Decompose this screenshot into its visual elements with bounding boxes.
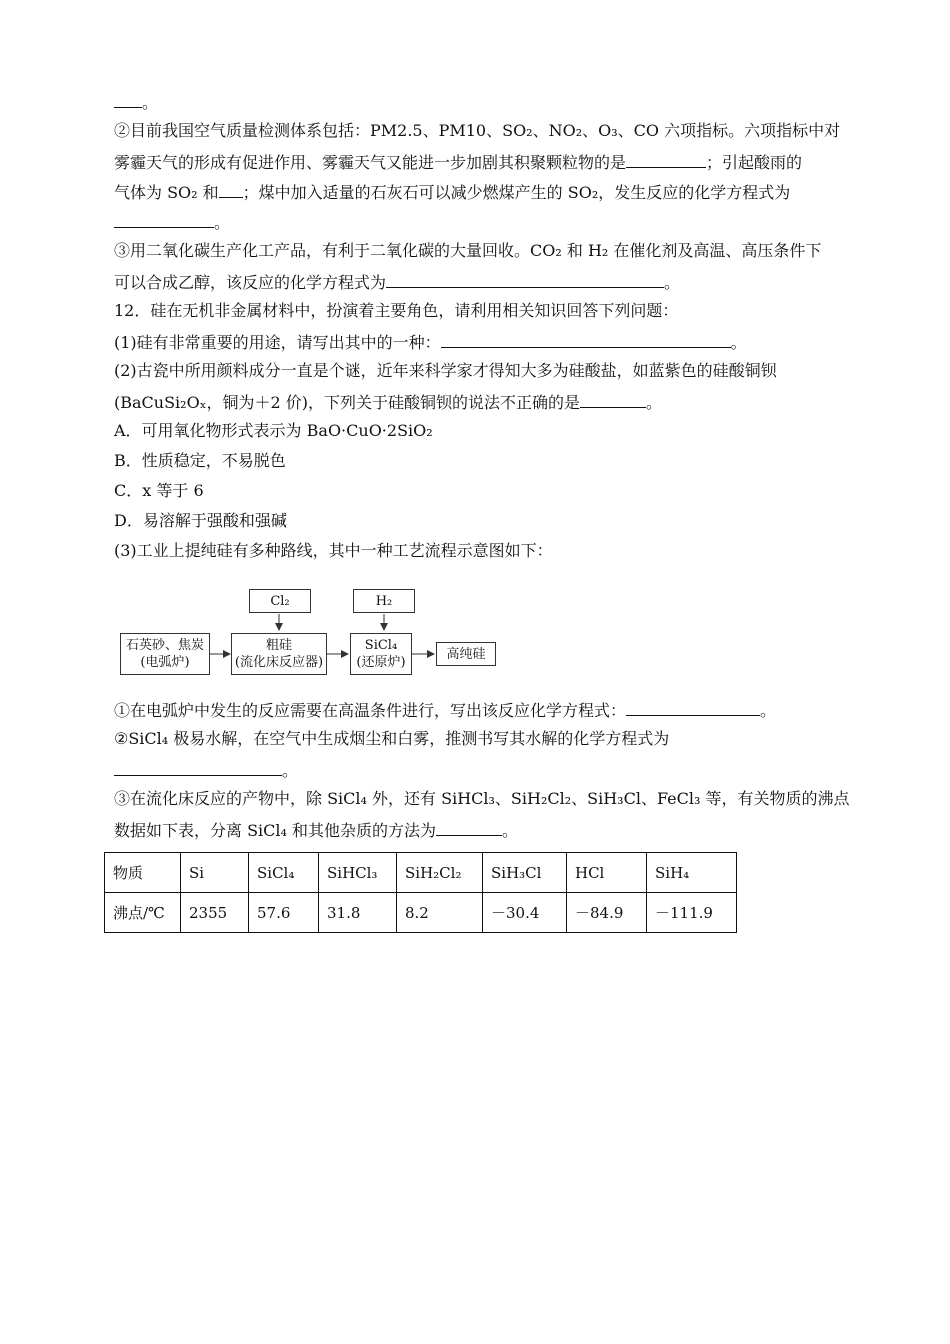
flow-box-pure-silicon: 高纯硅 [436,642,496,666]
table-cell: 沸点/℃ [105,893,181,933]
table-cell: SiHCl₃ [319,853,397,893]
option-c: C．x 等于 6 [114,481,204,500]
table-cell: 2355 [181,893,249,933]
table-cell: SiH₃Cl [483,853,567,893]
table-cell: 31.8 [319,893,397,933]
boiling-point-table [104,852,737,933]
answer-blank[interactable] [114,758,282,776]
question-12: 12．硅在无机非金属材料中，扮演着主要角色，请利用相关知识回答下列问题： [114,301,679,320]
option-b: B．性质稳定，不易脱色 [114,451,286,470]
answer-blank[interactable] [386,270,664,288]
table-cell: SiCl₄ [249,853,319,893]
answer-blank[interactable] [626,698,760,716]
table-cell: 8.2 [397,893,483,933]
answer-blank[interactable] [626,150,706,168]
table-cell: 57.6 [249,893,319,933]
answer-blank[interactable] [580,390,646,408]
answer-blank[interactable] [436,818,502,836]
sub-question-3-line2: 数据如下表，分离 SiCl₄ 和其他杂质的方法为 。 [114,818,518,842]
flow-box-crude-silicon: 粗硅 (流化床反应器) [231,633,327,675]
table-row [105,893,737,933]
answer-blank[interactable] [219,180,243,198]
option-a: A．可用氧化物形式表示为 BaO·CuO·2SiO₂ [114,421,433,440]
line-6: 可以合成乙醇，该反应的化学方程式为 。 [114,270,680,294]
flow-box-sicl4: SiCl₄ (还原炉) [350,633,412,675]
answer-blank[interactable] [114,90,142,108]
q12-part1: (1)硅有非常重要的用途，请写出其中的一种： 。 [114,330,747,354]
flow-box-h2: H₂ [353,589,415,613]
line-3: 气体为 SO₂ 和 ；煤中加入适量的石灰石可以减少燃煤产生的 SO₂，发生反应的化学方程式为 [114,180,790,204]
answer-blank[interactable] [114,210,214,228]
table-cell: SiH₄ [647,853,737,893]
sub-question-1: ①在电弧炉中发生的反应需要在高温条件进行，写出该反应化学方程式： 。 [114,698,776,722]
line-1: ②目前我国空气质量检测体系包括：PM2.5、PM10、SO₂、NO₂、O₃、CO 六项指标。六项指标中对 [114,121,841,140]
q12-part3: (3)工业上提纯硅有多种路线，其中一种工艺流程示意图如下： [114,541,553,560]
table-cell: HCl [567,853,647,893]
line-2: 雾霾天气的形成有促进作用、雾霾天气又能进一步加剧其积聚颗粒物的是 ；引起酸雨的 [114,150,802,174]
q12-part2-line1: (2)古瓷中所用颜料成分一直是个谜，近年来科学家才得知大多为硅酸盐，如蓝紫色的硅酸铜钡 [114,361,777,380]
table-cell: －84.9 [567,893,647,933]
line-0: 。 [114,90,158,114]
table-cell: SiH₂Cl₂ [397,853,483,893]
q12-part2-line2: (BaCuSi₂Oₓ，铜为＋2 价)，下列关于硅酸铜钡的说法不正确的是 。 [114,390,662,414]
table-cell: Si [181,853,249,893]
flow-box-raw-materials: 石英砂、焦炭 (电弧炉) [120,633,210,675]
flow-box-cl2: Cl₂ [249,589,311,613]
table-cell: －30.4 [483,893,567,933]
sub-question-2: ②SiCl₄ 极易水解，在空气中生成烟尘和白雾，推测书写其水解的化学方程式为 [114,729,670,748]
line-4: 。 [114,210,230,234]
line-5: ③用二氧化碳生产化工产品，有利于二氧化碳的大量回收。CO₂ 和 H₂ 在催化剂及高温、高压条件下 [114,241,822,260]
sub-question-2-answer: 。 [114,758,298,782]
sub-question-3-line1: ③在流化床反应的产物中，除 SiCl₄ 外，还有 SiHCl₃、SiH₂Cl₂、SiH₃Cl、FeCl₃ 等，有关物质的沸点 [114,789,850,808]
option-d: D．易溶解于强酸和强碱 [114,511,287,530]
answer-blank[interactable] [441,330,731,348]
table-row [105,853,737,893]
table-cell: －111.9 [647,893,737,933]
table-cell: 物质 [105,853,181,893]
